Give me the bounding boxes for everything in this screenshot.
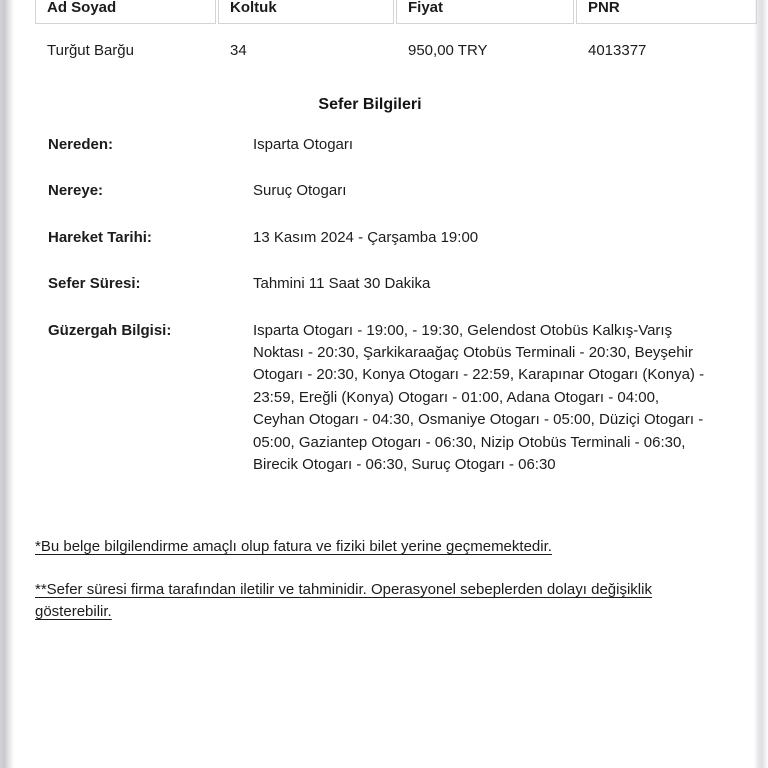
column-header-price: Fiyat: [396, 0, 574, 24]
page-right-edge: [754, 0, 768, 768]
field-value-to: Suruç Otogarı: [253, 182, 347, 200]
pnr-code: 4013377: [588, 41, 647, 59]
column-header-seat: Koltuk: [218, 0, 394, 24]
table-row: [35, 26, 757, 72]
trip-info-list: [48, 134, 720, 500]
trip-info-row-route: [48, 320, 720, 477]
trip-info-row-from: [48, 134, 720, 156]
trip-info-row-departure-date: [48, 227, 720, 249]
page-left-edge: [0, 0, 14, 768]
trip-info-row-to: [48, 180, 720, 202]
passenger-table-header: [35, 0, 757, 24]
footnote-disclaimer-duration: **Sefer süresi firma tarafından iletilir ve tahminidir. Operasyonel sebeplerden dolayı değişiklik gösterebilir.: [35, 581, 652, 620]
footnote-disclaimer-document: *Bu belge bilgilendirme amaçlı olup fatura ve fiziki bilet yerine geçmemektedir.: [35, 538, 552, 555]
field-value-from: Isparta Otogarı: [253, 136, 354, 153]
seat-number: 34: [230, 41, 247, 59]
field-value-departure-date: 13 Kasım 2024 - Çarşamba 19:00: [253, 228, 479, 246]
field-label-to: Nereye:: [48, 182, 104, 200]
column-header-name: Ad Soyad: [35, 0, 216, 24]
field-label-duration: Sefer Süresi:: [48, 275, 141, 293]
ticket-price: 950,00 TRY: [408, 41, 488, 59]
passenger-table: [33, 0, 759, 74]
field-value-duration: Tahmini 11 Saat 30 Dakika: [253, 275, 431, 293]
passenger-name: Turğut Barğu: [47, 41, 134, 59]
field-label-route: Güzergah Bilgisi:: [48, 321, 172, 339]
footnotes: [35, 536, 711, 644]
field-label-departure-date: Hareket Tarihi:: [48, 228, 152, 246]
column-header-pnr: PNR: [576, 0, 757, 24]
trip-info-row-duration: [48, 273, 720, 295]
field-value-route: Isparta Otogarı - 19:00, - 19:30, Gelendost Otobüs Kalkış-Varış Noktası - 20:30, Şarkikaraağaç Otobüs Terminali - 20:30, Beyşehir Otogarı - 20:30, Konya Otogarı - 22:59, Karapınar Otogarı (Konya) - 23:59, Ereğli (Konya) Otogarı - 01:00, Adana Otogarı - 04:00, Ceyhan Otogarı - 04:30, Osmaniye Otogarı - 05:00, Düziçi Otogarı - 05:00, Gaziantep Otogarı - 06:30, Nizip Otobüs Terminali - 06:30, Birecik Otogarı - 06:30, Suruç Otogarı - 06:30: [253, 321, 705, 474]
field-label-from: Nereden:: [48, 136, 114, 153]
section-title-trip-info: Sefer Bilgileri: [318, 96, 422, 113]
